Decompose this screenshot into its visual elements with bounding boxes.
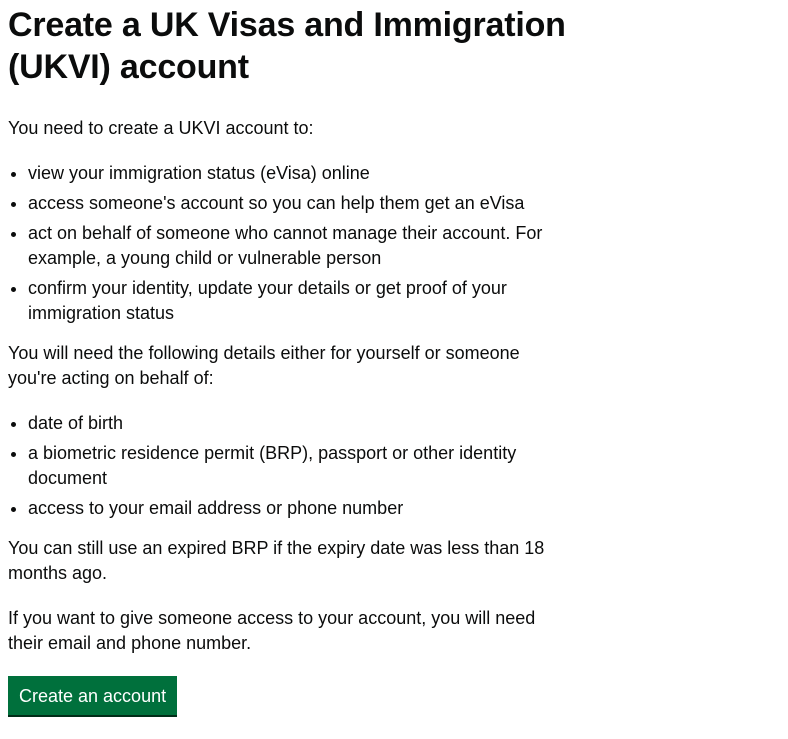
intro-text: You need to create a UKVI account to: [8,118,314,138]
page-title: Create a UK Visas and Immigration (UKVI) account [8,6,566,86]
list-item: date of birth [8,411,568,436]
access-note: If you want to give someone access to your account, you will need their email and phone number. [8,608,536,653]
create-account-button[interactable]: Create an account [8,676,177,715]
details-list [8,411,568,521]
list-item: confirm your identity, update your details or get proof of your immigration status [8,276,568,326]
list-item: access to your email address or phone number [8,496,568,521]
purpose-list [8,161,568,326]
expired-brp-note: You can still use an expired BRP if the expiry date was less than 18 months ago. [8,538,545,583]
list-item: view your immigration status (eVisa) online [8,161,568,186]
list-item: access someone's account so you can help them get an eVisa [8,191,568,216]
details-intro-text: You will need the following details either for yourself or someone you're acting on behalf of: [8,343,520,388]
list-item: a biometric residence permit (BRP), passport or other identity document [8,441,568,491]
list-item: act on behalf of someone who cannot manage their account. For example, a young child or vulnerable person [8,221,568,271]
